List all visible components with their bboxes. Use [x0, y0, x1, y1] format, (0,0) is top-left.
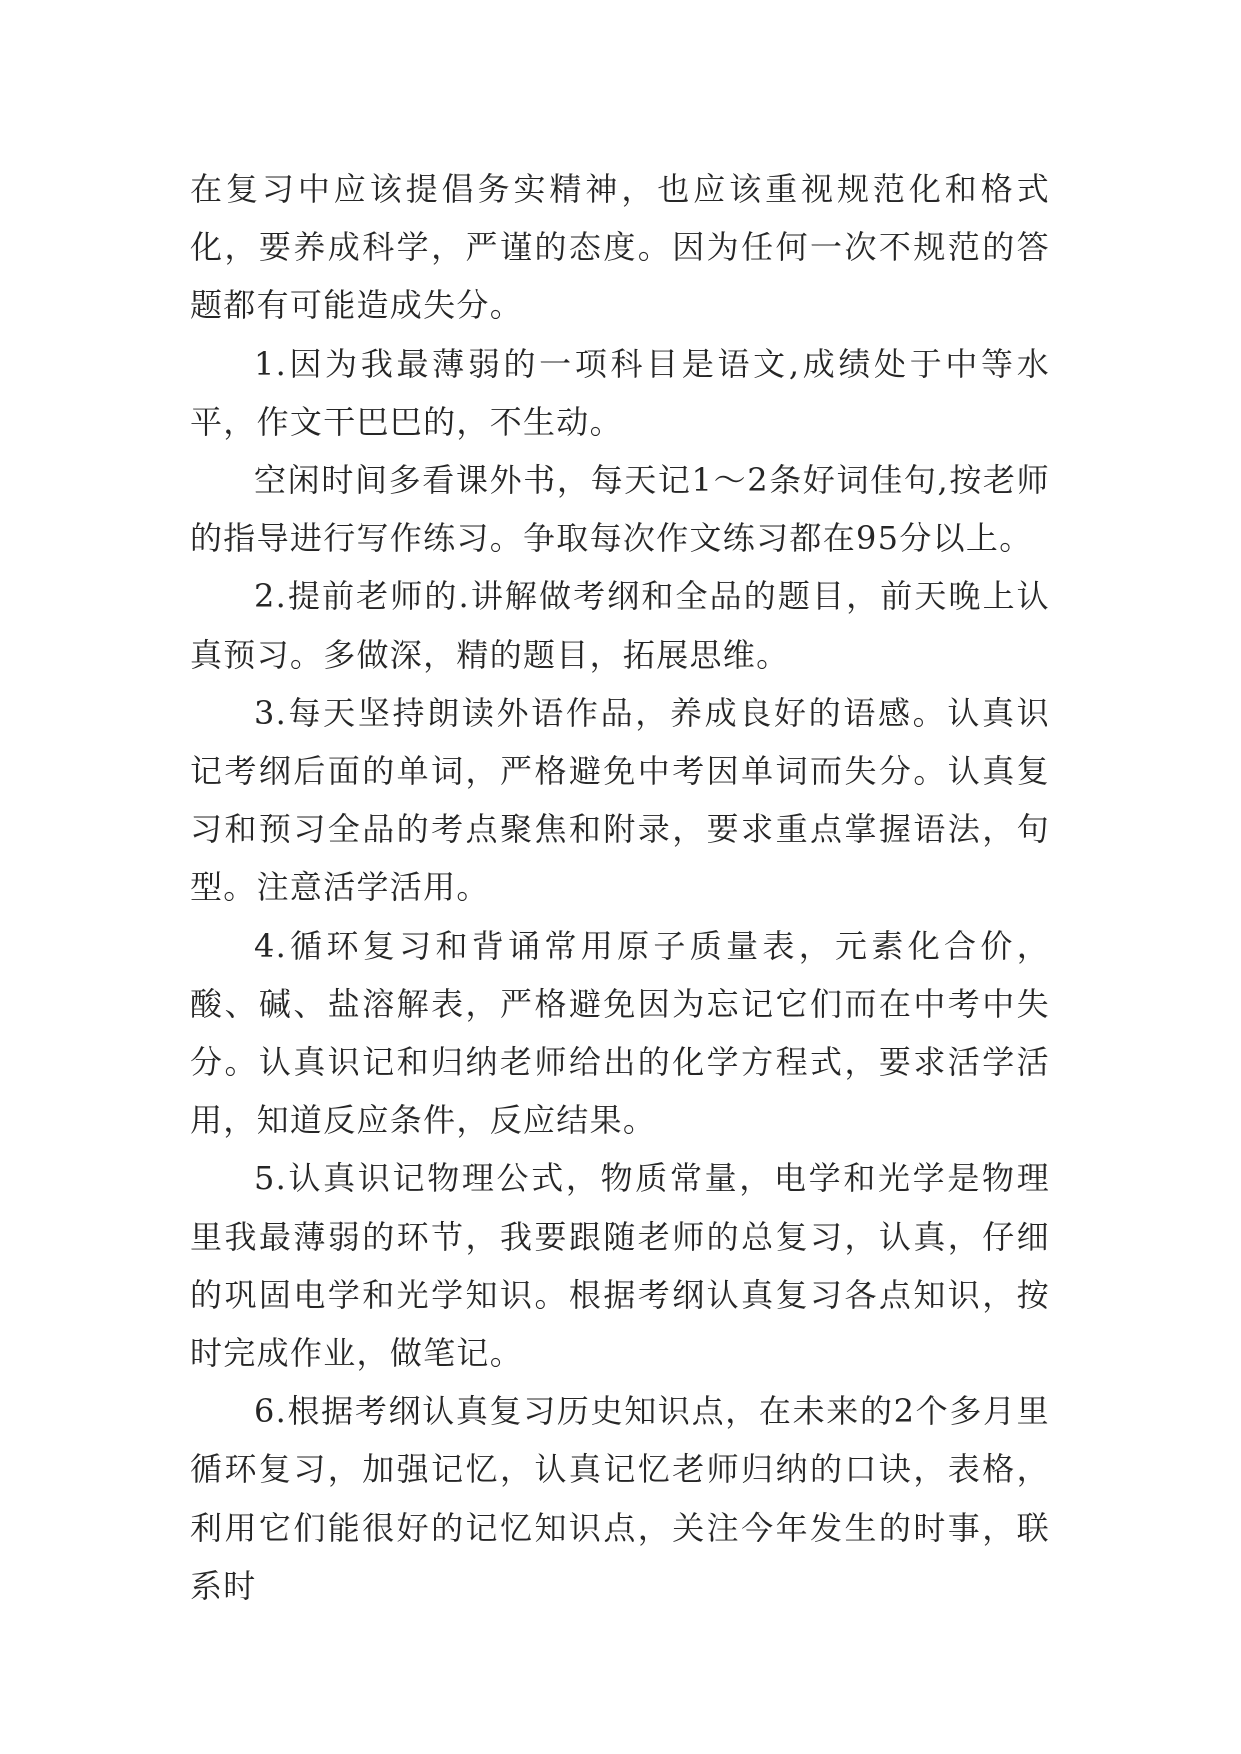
paragraph-item-3: 3.每天坚持朗读外语作品，养成良好的语感。认真识记考纲后面的单词，严格避免中考因单词而失分。认真复习和预习全品的考点聚焦和附录，要求重点掌握语法，句型。注意活学活用。 — [190, 693, 1050, 907]
document-body — [190, 160, 1050, 1615]
paragraph-item-4: 4.循环复习和背诵常用原子质量表，元素化合价，酸、碱、盐溶解表，严格避免因为忘记它们而在中考中失分。认真识记和归纳老师给出的化学方程式，要求活学活用，知道反应条件，反应结果。 — [190, 926, 1050, 1140]
paragraph-item-2: 2.提前老师的.讲解做考纲和全品的题目，前天晚上认真预习。多做深，精的题目，拓展思维。 — [190, 577, 1050, 674]
paragraph-item-6: 6.根据考纲认真复习历史知识点，在未来的2个多月里循环复习，加强记忆，认真记忆老师归纳的口诀，表格，利用它们能很好的记忆知识点，关注今年发生的时事，联系时 — [190, 1392, 1050, 1605]
paragraph-item-5: 5.认真识记物理公式，物质常量，电学和光学是物理里我最薄弱的环节，我要跟随老师的总复习，认真，仔细的巩固电学和光学知识。根据考纲认真复习各点知识，按时完成作业，做笔记。 — [190, 1159, 1050, 1373]
paragraph-item-1: 1.因为我最薄弱的一项科目是语文,成绩处于中等水平，作文干巴巴的，不生动。 — [190, 344, 1050, 441]
paragraph-intro: 在复习中应该提倡务实精神，也应该重视规范化和格式化，要养成科学，严谨的态度。因为任何一次不规范的答题都有可能造成失分。 — [190, 170, 1050, 325]
paragraph-item-1-plan: 空闲时间多看课外书，每天记1～2条好词佳句,按老师的指导进行写作练习。争取每次作文练习都在95分以上。 — [190, 461, 1050, 558]
